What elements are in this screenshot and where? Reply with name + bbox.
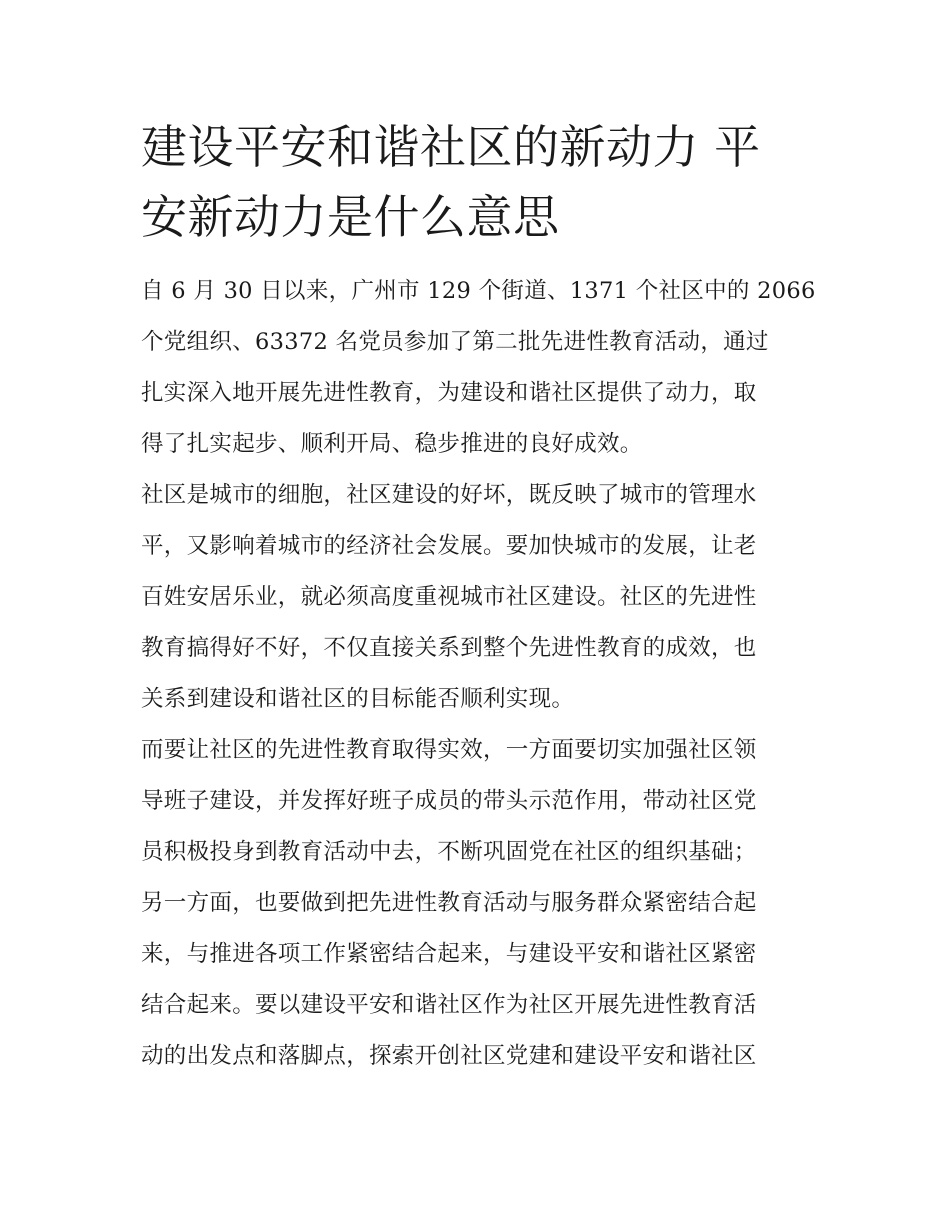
body-line: 导班子建设，并发挥好班子成员的带头示范作用，带动社区党 bbox=[141, 788, 757, 814]
body-line: 扎实深入地开展先进性教育，为建设和谐社区提供了动力，取 bbox=[141, 380, 757, 406]
body-line: 百姓安居乐业，就必须高度重视城市社区建设。社区的先进性 bbox=[141, 584, 757, 610]
document-title bbox=[141, 112, 813, 252]
body-line: 得了扎实起步、顺利开局、稳步推进的良好成效。 bbox=[141, 431, 643, 457]
body-line: 个党组织、63372 名党员参加了第二批先进性教育活动，通过 bbox=[141, 329, 769, 355]
body-line: 结合起来。要以建设平安和谐社区作为社区开展先进性教育活 bbox=[141, 992, 757, 1018]
body-line: 员积极投身到教育活动中去，不断巩固党在社区的组织基础； bbox=[141, 839, 757, 865]
body-line: 教育搞得好不好，不仅直接关系到整个先进性教育的成效，也 bbox=[141, 635, 757, 661]
body-line: 平，又影响着城市的经济社会发展。要加快城市的发展，让老 bbox=[141, 533, 757, 559]
body-line: 而要让社区的先进性教育取得实效，一方面要切实加强社区领 bbox=[141, 737, 757, 763]
body-line: 来，与推进各项工作紧密结合起来，与建设平安和谐社区紧密 bbox=[141, 941, 757, 967]
title-line: 安新动力是什么意思 bbox=[141, 190, 560, 244]
document-body bbox=[141, 266, 816, 1082]
body-line: 社区是城市的细胞，社区建设的好坏，既反映了城市的管理水 bbox=[141, 482, 757, 508]
body-line: 自 6 月 30 日以来，广州市 129 个街道、1371 个社区中的 2066 bbox=[141, 278, 816, 304]
body-line: 关系到建设和谐社区的目标能否顺利实现。 bbox=[141, 686, 575, 712]
body-line: 另一方面，也要做到把先进性教育活动与服务群众紧密结合起 bbox=[141, 890, 757, 916]
body-line: 动的出发点和落脚点，探索开创社区党建和建设平安和谐社区 bbox=[141, 1043, 757, 1069]
title-line: 建设平安和谐社区的新动力 平 bbox=[141, 120, 761, 174]
document-page bbox=[141, 112, 816, 1082]
